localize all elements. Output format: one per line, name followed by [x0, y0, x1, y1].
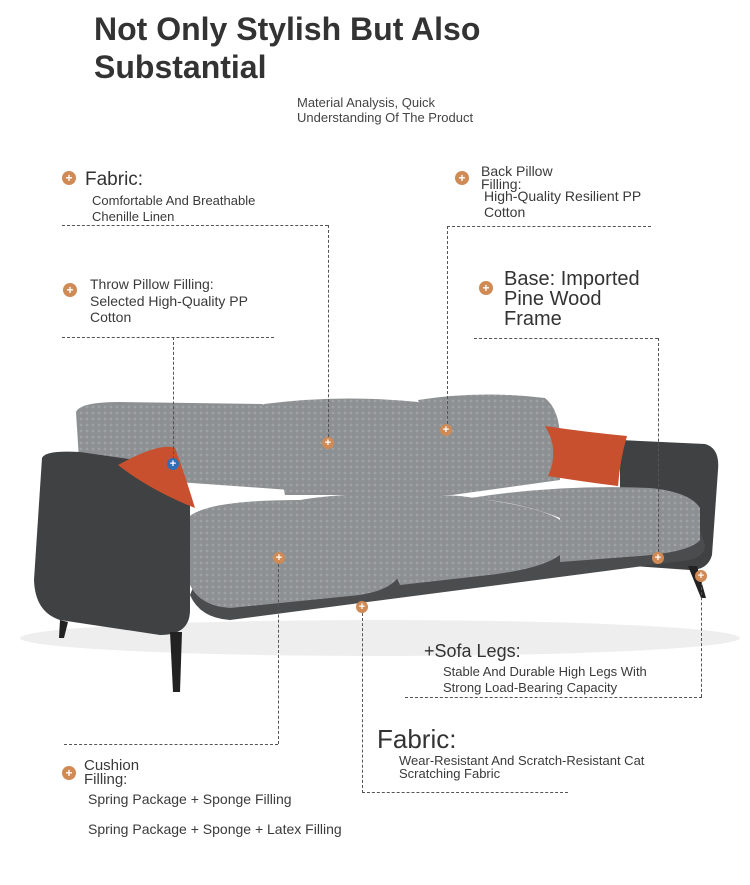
leader-line: [173, 337, 174, 459]
leader-line: [447, 226, 448, 424]
leader-line: [474, 338, 658, 339]
marker-fabric-bottom: +: [356, 601, 368, 613]
leader-line: [278, 564, 279, 744]
leader-line: [62, 225, 328, 226]
callout-throw-pillow-text: Selected High-Quality PP Cotton: [90, 293, 248, 325]
callout-back-pillow-icon: +: [455, 171, 469, 185]
leader-line: [447, 226, 651, 227]
leader-line: [362, 613, 363, 793]
callout-fabric-top-icon: +: [62, 171, 76, 185]
callout-cushion-heading: Cushion Filling:: [84, 757, 140, 788]
leader-line: [405, 697, 702, 698]
callout-throw-pillow-heading: Throw Pillow Filling:: [90, 276, 214, 292]
callout-back-pillow-heading: Back Pillow Filling:: [481, 163, 553, 192]
callout-cushion-icon: +: [62, 766, 76, 780]
callout-cushion-option-2: Spring Package + Sponge + Latex Filling: [88, 821, 342, 837]
callout-legs-heading: +Sofa Legs:: [424, 641, 521, 661]
sofa-leg: [170, 632, 182, 692]
leader-line: [362, 792, 568, 793]
callout-base-heading: Base: Imported Pine Wood Frame: [504, 268, 640, 330]
sofa-illustration: [0, 380, 750, 700]
marker-cushion: +: [273, 552, 285, 564]
callout-back-pillow-text: High-Quality Resilient PP Cotton: [484, 188, 641, 220]
marker-fabric: +: [322, 437, 334, 449]
leader-line: [658, 338, 659, 552]
page-subtitle: Material Analysis, Quick Understanding Of The Product: [297, 95, 474, 125]
throw-pillow-right: [545, 426, 627, 486]
callout-fabric-top-heading: Fabric:: [85, 169, 144, 190]
leader-line: [64, 744, 278, 745]
marker-back-pillow: +: [440, 424, 452, 436]
callout-fabric-bottom-heading: Fabric:: [377, 724, 457, 754]
callout-base-icon: +: [479, 281, 493, 295]
callout-legs-text: Stable And Durable High Legs With Strong Load-Bearing Capacity: [443, 664, 647, 695]
callout-cushion-option-1: Spring Package + Sponge Filling: [88, 791, 292, 807]
marker-base: +: [652, 552, 664, 564]
marker-throw-pillow: +: [167, 458, 179, 470]
page-title: Not Only Stylish But Also Substantial: [94, 11, 481, 85]
leader-line: [328, 225, 329, 437]
leader-line: [701, 582, 702, 697]
callout-throw-pillow-icon: +: [63, 283, 77, 297]
marker-legs: +: [695, 570, 707, 582]
callout-fabric-top-text: Comfortable And Breathable Chenille Linen: [92, 193, 256, 224]
leader-line: [62, 337, 274, 338]
callout-fabric-bottom-text: Wear-Resistant And Scratch-Resistant Cat Scratching Fabric: [399, 753, 645, 781]
